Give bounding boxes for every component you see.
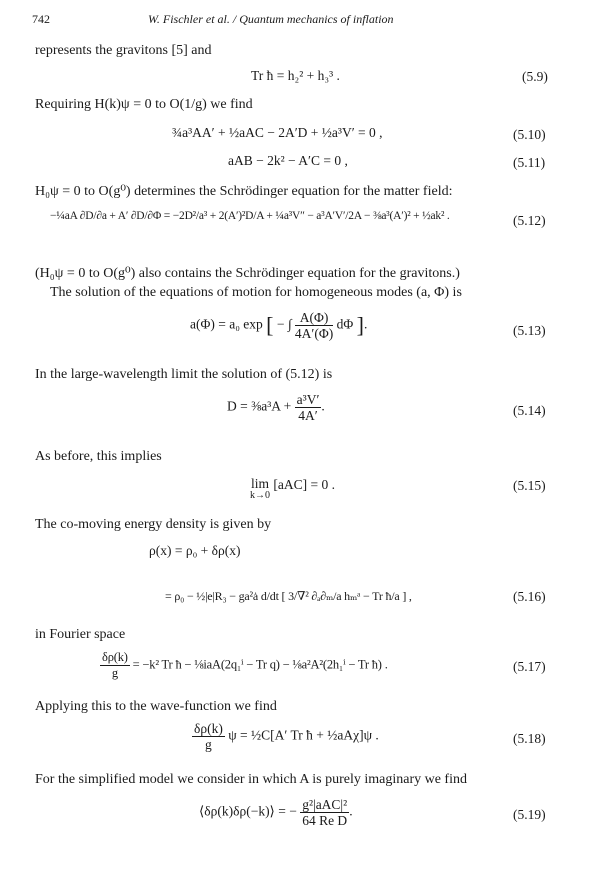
equation-number-5-13: (5.13) <box>513 323 546 338</box>
equation-5-17 <box>100 650 388 681</box>
equation-number-5-11: (5.11) <box>513 155 546 170</box>
equation-number-5-9: (5.9) <box>522 69 548 84</box>
equation-5-13-numerator: A(Φ) <box>295 310 333 326</box>
limit-subscript: k→0 <box>250 490 270 501</box>
equation-5-11: aAB − 2k² − A′C = 0 , <box>228 153 348 168</box>
equation-number-5-12: (5.12) <box>513 213 546 228</box>
integral-sign: − ∫ <box>276 316 292 332</box>
equation-5-18-fraction <box>192 721 225 752</box>
equation-5-17-fraction <box>100 650 130 681</box>
paragraph-11: For the simplified model we consider in which A is purely imaginary we find <box>35 772 467 787</box>
equation-number-5-15: (5.15) <box>513 478 546 493</box>
equation-5-14-lhs: D = ⅜a³A + <box>227 398 292 414</box>
equation-5-17-numerator: δρ(k) <box>102 650 128 664</box>
equation-5-18-rhs: ψ = ½C[A′ Tr ħ + ½aAχ]ψ . <box>228 727 379 743</box>
equation-5-14-numerator: a³V′ <box>296 392 320 407</box>
paragraph-9: in Fourier space <box>35 627 126 642</box>
equation-5-10: ¾a³AA′ + ½aAC − 2A′D + ½a³V′ = 0 , <box>172 125 383 140</box>
page-number: 742 <box>32 12 50 26</box>
equation-5-16-line-1: ρ(x) = ρ₀ + δρ(x) <box>149 543 241 558</box>
paragraph-4: (H₀ψ = 0 to O(g⁰) also contains the Schrödinger equation for the gravitons.) <box>35 266 460 281</box>
equation-5-13-tail: dΦ <box>336 316 354 332</box>
paragraph-7: As before, this implies <box>35 449 162 464</box>
equation-5-18-numerator: δρ(k) <box>194 721 223 736</box>
equation-5-15 <box>250 477 335 501</box>
equation-5-18 <box>192 721 379 752</box>
equation-5-19: ⟨δρ(k)δρ(−k)⟩ = − $\frac{\text{g²|aAC|²}}{\text{64 Re D}}$ . <box>199 797 353 828</box>
paragraph-1: represents the gravitons [5] and <box>35 43 212 58</box>
paragraph-6: In the large-wavelength limit the solution of (5.12) is <box>35 367 333 382</box>
equation-5-16-line-2: = ρ₀ − ½|e|R₃ − ga²ȧ d/dt [ 3/∇² ∂ₐ∂ₘ/a hₘᵃ − Tr ħ/a ] , <box>165 589 412 603</box>
equation-number-5-10: (5.10) <box>513 127 546 142</box>
equation-number-5-16: (5.16) <box>513 589 546 604</box>
left-bracket: [ <box>266 312 274 338</box>
equation-5-19-numerator: g²|aAC|² <box>302 797 348 812</box>
equation-5-14-denominator: 4A′ <box>298 408 318 423</box>
equation-5-18-denominator: g <box>205 737 212 752</box>
right-bracket: ] <box>356 312 364 338</box>
equation-5-13-denominator: 4A′(Φ) <box>294 326 334 341</box>
equation-5-14: D = ⅜a³A + $\frac{\text{a³V′}}{4A'}$ . <box>227 392 325 423</box>
equation-number-5-18: (5.18) <box>513 731 546 746</box>
equation-number-5-14: (5.14) <box>513 403 546 418</box>
equation-5-19-fraction <box>300 797 349 828</box>
paragraph-10: Applying this to the wave-function we find <box>35 699 277 714</box>
equation-5-19-denominator: 64 Re D <box>302 813 348 828</box>
equation-number-5-17: (5.17) <box>513 659 546 674</box>
paragraph-2: Requiring H(k)ψ = 0 to O(1/g) we find <box>35 97 253 112</box>
equation-5-17-rhs: = −k² Tr ħ − ⅛iaA(2q₁ⁱ − Tr q) − ⅛a²A²(2h₁ⁱ − Tr ħ) . <box>132 657 388 672</box>
equation-5-19-lhs: ⟨δρ(k)δρ(−k)⟩ = − <box>199 803 297 819</box>
paragraph-5: The solution of the equations of motion for homogeneous modes (a, Φ) is <box>50 285 462 300</box>
paragraph-3: H₀ψ = 0 to O(g⁰) determines the Schrödinger equation for the matter field: <box>35 184 453 199</box>
limit-operator: lim <box>250 476 269 491</box>
running-title: W. Fischler et al. / Quantum mechanics of inflation <box>148 12 394 26</box>
equation-5-12: −¼aA ∂D/∂a + A′ ∂D/∂Φ = −2D²/a³ + 2(A′)²D/A + ¼a³V″ − a³A′V′/2A − ⅜a³(A′)² + ½ak² . <box>50 210 450 222</box>
equation-5-9: Tr ħ = h₂² + h₃³ . <box>251 68 340 83</box>
equation-5-13-fraction <box>295 310 333 341</box>
equation-number-5-19: (5.19) <box>513 807 546 822</box>
equation-5-14-fraction <box>295 392 322 423</box>
paragraph-8: The co-moving energy density is given by <box>35 517 272 532</box>
equation-5-15-rhs: [aAC] = 0 . <box>273 477 335 492</box>
equation-5-13-lhs: a(Φ) = a₀ exp <box>190 316 263 332</box>
equation-5-13: a(Φ) = a₀ exp [ − ∫ $\frac{A(\Phi)}{4A'(\Phi)}$ dΦ ]. <box>190 310 368 341</box>
equation-5-17-denominator: g <box>111 666 118 680</box>
